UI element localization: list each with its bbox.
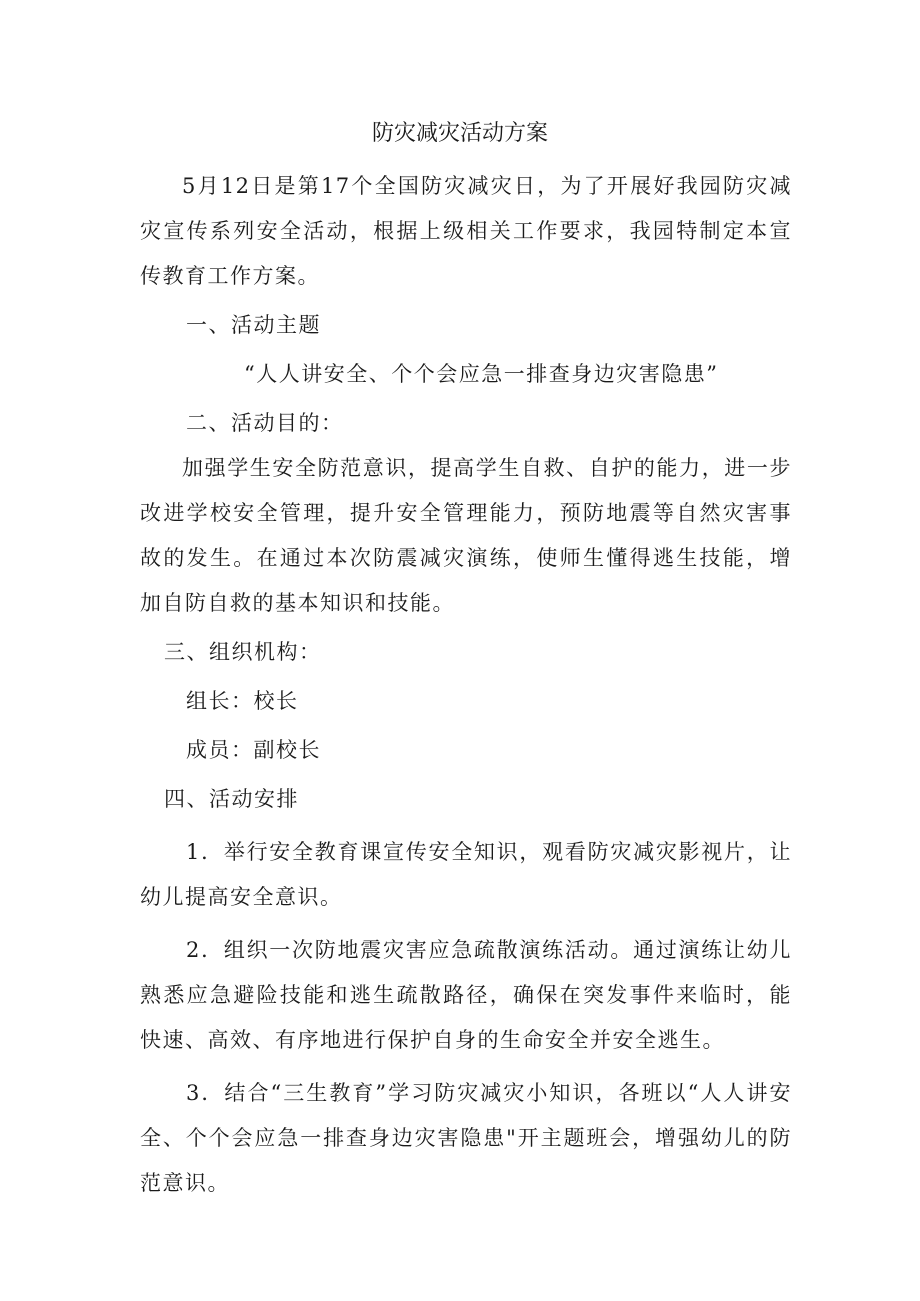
org-heading: 三、组织机构： [164,640,322,664]
plan-heading: 四、活动安排 [164,787,299,811]
plan-item-1: 1．举行安全教育课宣传安全知识，观看防灾减灾影视片，让幼儿提高安全意识。 [140,840,792,909]
goal-paragraph: 加强学生安全防范意识，提高学生自救、自护的能力，进一步改进学校安全管理，提升安全管理能力，预防地震等自然灾害事故的发生。在通过本次防震减灾演练，使师生懂得逃生技能，增加自防自救的基本知识和技能。 [140,456,792,615]
theme-heading: 一、活动主题 [186,313,321,337]
goal-heading: 二、活动目的： [186,411,344,435]
org-members: 成员：副校长 [186,738,321,762]
plan-item-3: 3．结合“三生教育”学习防灾减灾小知识，各班以“人人讲安全、个个会应急一排查身边灾害隐患"开主题班会，增强幼儿的防范意识。 [140,1081,792,1195]
document-title: 防灾减灾活动方案 [371,121,548,146]
org-leader: 组长：校长 [186,689,299,713]
theme-slogan: “人人讲安全、个个会应急一排查身边灾害隐患” [244,362,719,386]
plan-item-2: 2．组织一次防地震灾害应急疏散演练活动。通过演练让幼儿熟悉应急避险技能和逃生疏散路径，确保在突发事件来临时，能快速、高效、有序地进行保护自身的生命安全并安全逃生。 [140,938,792,1052]
intro-paragraph: 5月12日是第17个全国防灾减灾日，为了开展好我园防灾减灾宣传系列安全活动，根据上级相关工作要求，我园特制定本宣传教育工作方案。 [140,174,792,288]
document-body [140,164,792,1206]
